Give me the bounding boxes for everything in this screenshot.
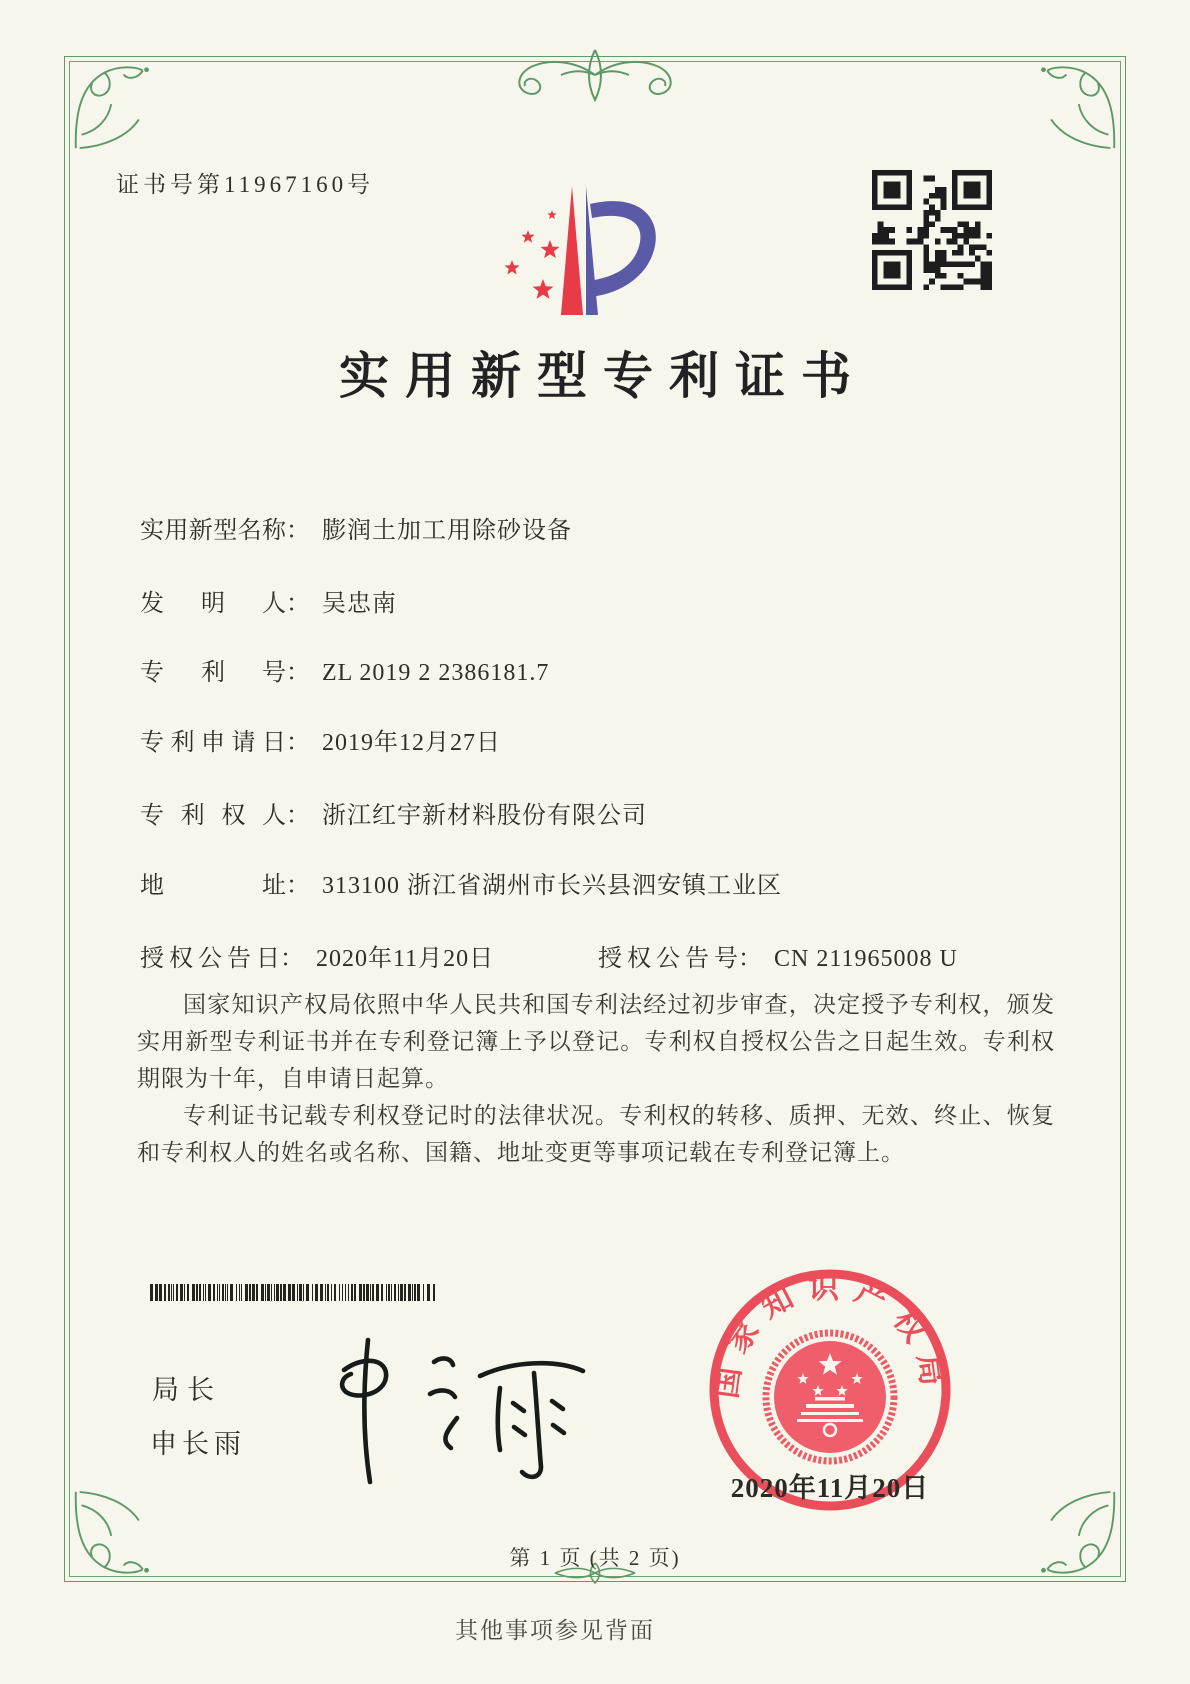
field-colon: ：	[286, 873, 310, 899]
field-colon: ：	[280, 946, 304, 972]
field-label: 发明人	[140, 591, 286, 617]
legal-paragraph: 国家知识产权局依照中华人民共和国专利法经过初步审查，决定授予专利权，颁发实用新型专利证书并在专利登记簿上予以登记。专利权自授权公告之日起生效。专利权期限为十年，自申请日起算。	[137, 992, 1055, 1091]
legal-paragraph: 专利证书记载专利权登记时的法律状况。专利权的转移、质押、无效、终止、恢复和专利权人的姓名或名称、国籍、地址变更等事项记载在专利登记簿上。	[137, 1103, 1055, 1165]
field-row-filing-date	[140, 722, 501, 757]
field-row-patent-no	[140, 652, 549, 687]
corner-flourish-icon	[72, 64, 158, 150]
field-value: 浙江红宇新材料股份有限公司	[322, 803, 647, 829]
logo-stars	[504, 210, 559, 299]
field-colon: ：	[286, 730, 310, 756]
field-label: 实用新型名称	[140, 518, 286, 544]
grant-date-value: 2020年11月20日	[316, 946, 495, 972]
legal-text	[137, 986, 1055, 1171]
page-number: 第 1 页 (共 2 页)	[509, 1546, 681, 1570]
field-row-name	[140, 510, 572, 545]
field-row-address	[140, 865, 782, 900]
field-colon: ：	[286, 660, 310, 686]
grant-row	[140, 938, 958, 973]
field-colon: ：	[286, 803, 310, 829]
field-colon: ：	[738, 946, 762, 972]
certificate-number: 证书号第11967160号	[116, 172, 375, 197]
barcode	[150, 1284, 440, 1301]
field-row-patentee	[140, 795, 647, 830]
field-label: 专利号	[140, 660, 286, 686]
field-row-inventor	[140, 583, 397, 618]
field-value: ZL 2019 2 2386181.7	[322, 660, 550, 686]
top-border-ornament-icon	[465, 44, 725, 108]
national-emblem-icon	[766, 1333, 894, 1461]
grant-date-pair	[140, 946, 494, 972]
signer-name: 申长雨	[150, 1429, 246, 1459]
field-colon: ：	[286, 518, 310, 544]
qr-code	[872, 170, 992, 290]
grant-no-label: 授权公告号	[598, 946, 738, 972]
commissioner-signature-icon	[330, 1336, 590, 1486]
seal-text: 国家知识产权局	[708, 1270, 952, 1401]
signer-title: 局长	[152, 1375, 222, 1405]
grant-no-value: CN 211965008 U	[774, 946, 958, 972]
field-label: 专利申请日	[140, 730, 286, 756]
footer-note: 其他事项参见背面	[455, 1618, 655, 1643]
field-value: 313100 浙江省湖州市长兴县泗安镇工业区	[322, 873, 782, 899]
grant-date-label: 授权公告日	[140, 946, 280, 972]
cnipa-logo-icon	[500, 182, 670, 324]
corner-flourish-icon	[1032, 64, 1118, 150]
grant-no-pair	[598, 938, 958, 973]
field-label: 专利权人	[140, 803, 286, 829]
field-label: 地址	[140, 873, 286, 899]
certificate-title: 实用新型专利证书	[339, 348, 867, 404]
field-value: 膨润土加工用除砂设备	[322, 518, 572, 544]
field-value: 2019年12月27日	[322, 730, 501, 756]
field-colon: ：	[286, 591, 310, 617]
seal-date: 2020年11月20日	[730, 1473, 930, 1503]
field-value: 吴忠南	[322, 591, 397, 617]
